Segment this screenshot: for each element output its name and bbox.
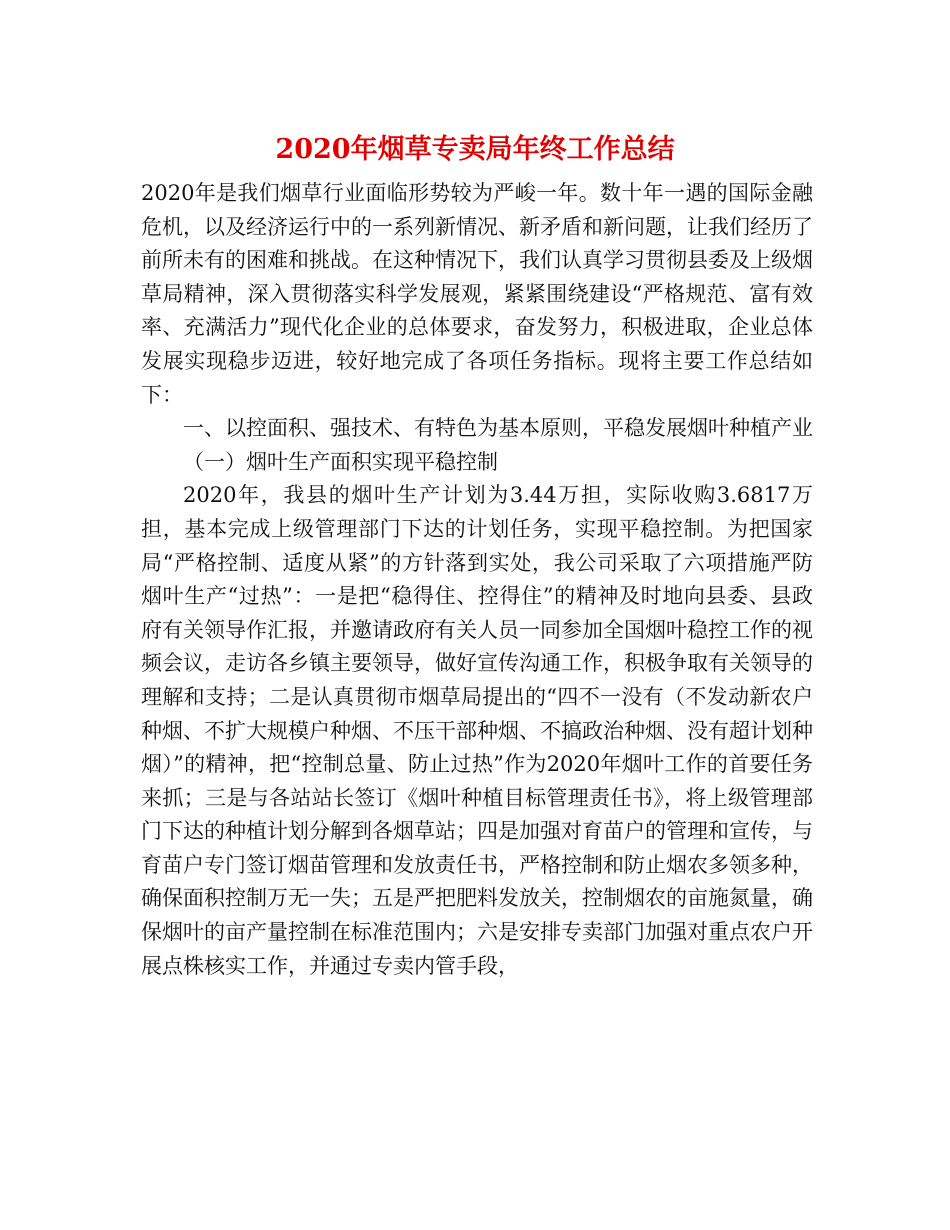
paragraph-area-control: 2020年，我县的烟叶生产计划为3.44万担，实际收购3.6817万担，基本完成上级管理部门下达的计划任务，实现平稳控制。为把国家局“严格控制、适度从紧”的方针落到实处，我公司采取了六项措施严防烟叶生产“过热”：一是把“稳得住、控得住”的精神及时地向县委、县政府有关领导作汇报，并邀请政府有关人员一同参加全国烟叶稳控工作的视频会议，走访各乡镇主要领导，做好宣传沟通工作，积极争取有关领导的理解和支持；二是认真贯彻市烟草局提出的“四不一没有（不发动新农户种烟、不扩大规模户种烟、不压干部种烟、不搞政治种烟、没有超计划种烟）”的精神，把“控制总量、防止过热”作为2020年烟叶工作的首要任务来抓；三是与各站站长签订《烟叶种植目标管理责任书》，将上级管理部门下达的种植计划分解到各烟草站；四是加强对育苗户的管理和宣传，与育苗户专门签订烟苗管理和发放责任书，严格控制和防止烟农多领多种，确保面积控制万无一失；五是严把肥料发放关，控制烟农的亩施氮量，确保烟叶的亩产量控制在标准范围内；六是安排专卖部门加强对重点农户开展点株核实工作，并通过专卖内管手段， [141,483,813,978]
document-body [141,177,813,983]
document-title: 2020年烟草专卖局年终工作总结 [275,134,675,165]
paragraph-intro: 2020年是我们烟草行业面临形势较为严峻一年。数十年一遇的国际金融危机，以及经济运行中的一系列新情况、新矛盾和新问题，让我们经历了前所未有的困难和挑战。在这种情况下，我们认真学习贯彻县委及上级烟草局精神，深入贯彻落实科学发展观，紧紧围绕建设“严格规范、富有效率、充满活力”现代化企业的总体要求，奋发努力，积极进取，企业总体发展实现稳步迈进，较好地完成了各项任务指标。现将主要工作总结如下： [141,181,813,407]
subsection-heading-1: （一）烟叶生产面积实现平稳控制 [183,449,498,474]
section-heading-1: 一、以控面积、强技术、有特色为基本原则，平稳发展烟叶种植产业 [183,416,813,441]
